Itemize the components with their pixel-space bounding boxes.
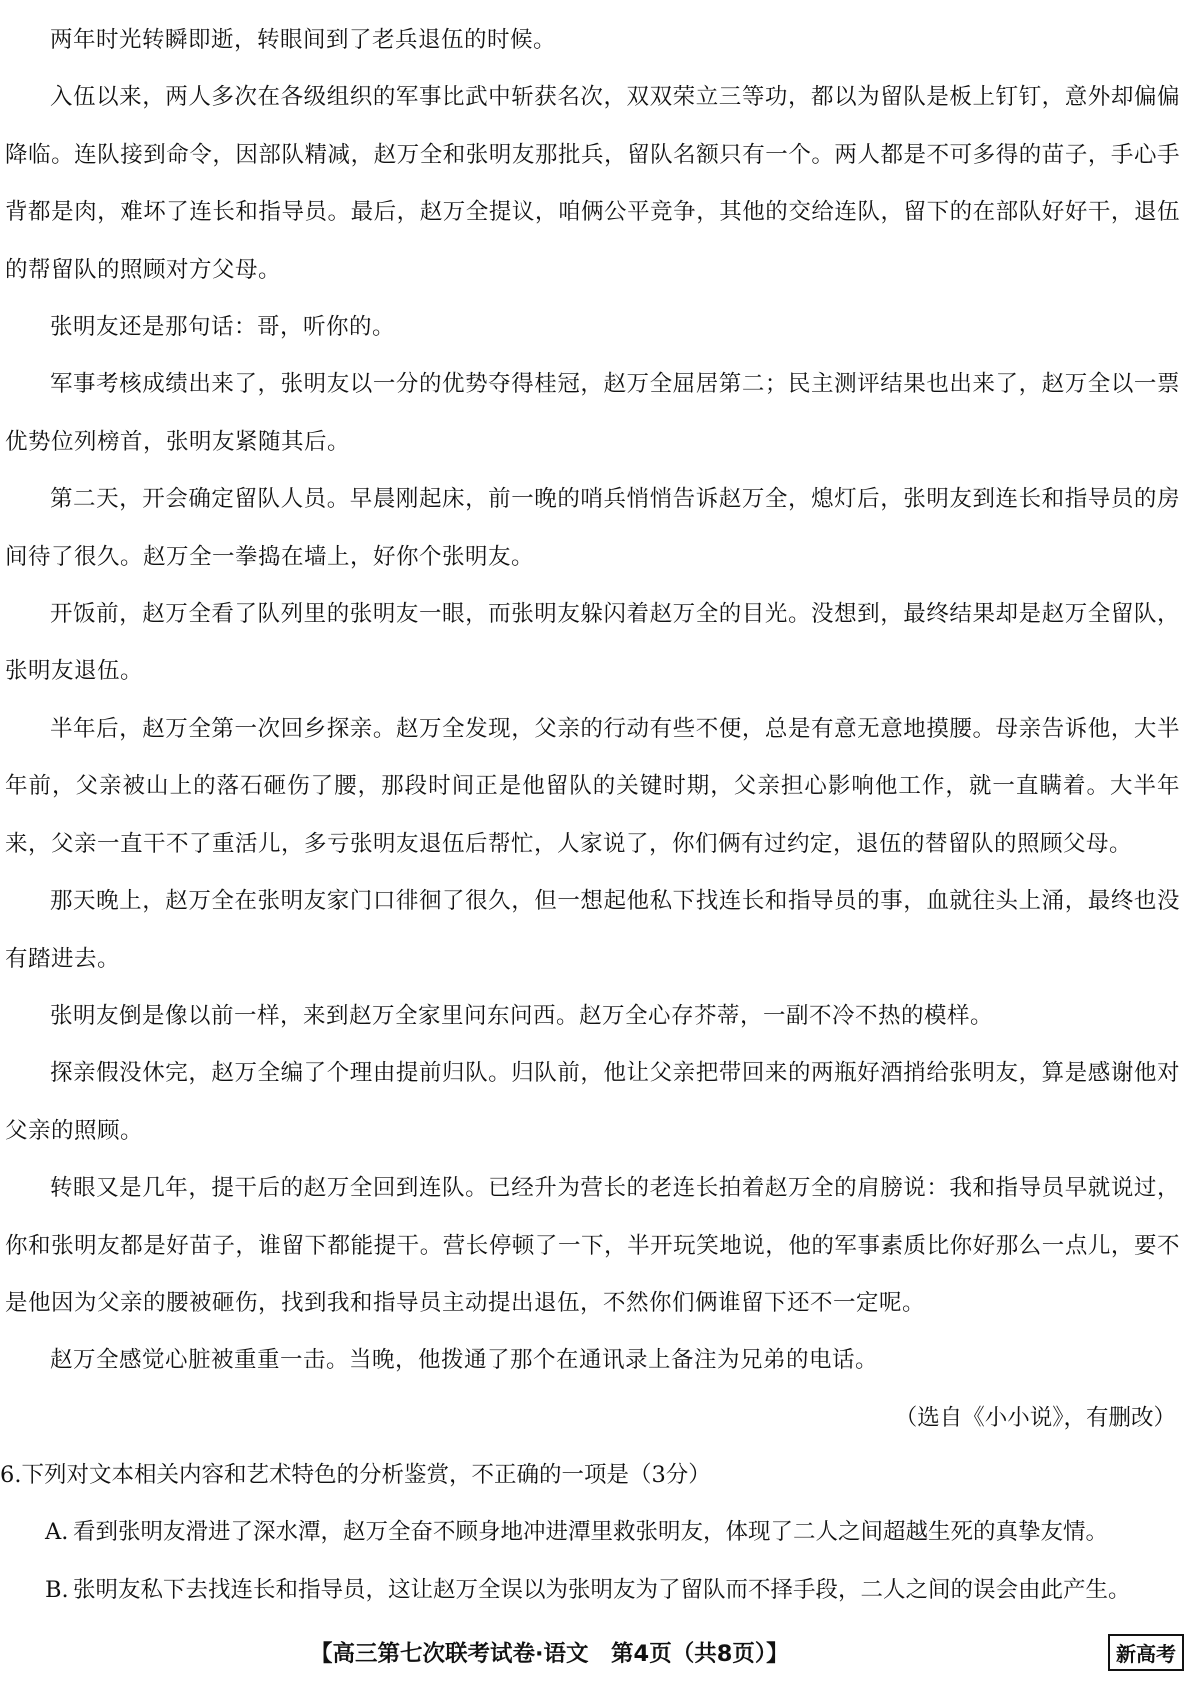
option-a	[0, 1503, 1180, 1561]
source-citation: （选自《小小说》，有删改）	[894, 1404, 1176, 1431]
paragraph: 张明友还是那句话：哥，听你的。	[50, 314, 396, 341]
paragraph: 两年时光转瞬即逝，转眼间到了老兵退伍的时候。	[50, 27, 557, 53]
option-text: 张明友私下去找连长和指导员，这让赵万全误以为张明友为了留队而不择手段，二人之间的误会由此产生。	[73, 1577, 1131, 1604]
option-letter: B.	[45, 1577, 69, 1604]
paragraph: 半年后，赵万全第一次回乡探亲。赵万全发现，父亲的行动有些不便，总是有意无意地摸腰。母亲告诉他，大半年前，父亲被山上的落石砸伤了腰，那段时间正是他留队的关键时期，父亲担心影响他工作，就一直瞒着。大半年来，父亲一直干不了重活儿，多亏张明友退伍后帮忙，人家说了，你们俩有过约定，退伍的替留队的照顾父母。	[5, 715, 1180, 857]
paragraph: 转眼又是几年，提干后的赵万全回到连队。已经升为营长的老连长拍着赵万全的肩膀说：我和指导员早就说过，你和张明友都是好苗子，谁留下都能提干。营长停顿了一下，半开玩笑地说，他的军事素质比你好那么一点儿，要不是他因为父亲的腰被砸伤，找到我和指导员主动提出退伍，不然你们俩谁留下还不一定呢。	[5, 1175, 1180, 1316]
paragraph: 开饭前，赵万全看了队列里的张明友一眼，而张明友躲闪着赵万全的目光。没想到，最终结果却是赵万全留队，张明友退伍。	[5, 601, 1180, 685]
paragraph: 赵万全感觉心脏被重重一击。当晚，他拨通了那个在通讯录上备注为兄弟的电话。	[50, 1347, 879, 1374]
paragraph: 那天晚上，赵万全在张明友家门口徘徊了很久，但一想起他私下找连长和指导员的事，血就往头上涌，最终也没有踏进去。	[5, 888, 1180, 972]
question-6: 6.下列对文本相关内容和艺术特色的分析鉴赏，不正确的一项是（3分）	[0, 1462, 711, 1489]
option-b	[0, 1561, 1180, 1619]
paragraph: 探亲假没休完，赵万全编了个理由提前归队。归队前，他让父亲把带回来的两瓶好酒捎给张明友，算是感谢他对父亲的照顾。	[5, 1060, 1180, 1144]
page-footer	[0, 1626, 1200, 1686]
exam-type-badge: 新高考	[1108, 1634, 1184, 1671]
footer-title: 【高三第七次联考试卷·语文 第4页（共8页）】	[310, 1641, 789, 1667]
option-text: 看到张明友滑进了深水潭，赵万全奋不顾身地冲进潭里救张明友，体现了二人之间超越生死的真挚友情。	[73, 1519, 1109, 1546]
paragraph: 入伍以来，两人多次在各级组织的军事比武中斩获名次，双双荣立三等功，都以为留队是板上钉钉，意外却偏偏降临。连队接到命令，因部队精减，赵万全和张明友那批兵，留队名额只有一个。两人都是不可多得的苗子，手心手背都是肉，难坏了连长和指导员。最后，赵万全提议，咱俩公平竞争，其他的交给连队，留下的在部队好好干，退伍的帮留队的照顾对方父母。	[5, 84, 1180, 283]
paragraph: 第二天，开会确定留队人员。早晨刚起床，前一晚的哨兵悄悄告诉赵万全，熄灯后，张明友到连长和指导员的房间待了很久。赵万全一拳捣在墙上，好你个张明友。	[5, 486, 1180, 570]
option-letter: A.	[45, 1519, 69, 1546]
paragraph: 张明友倒是像以前一样，来到赵万全家里问东问西。赵万全心存芥蒂，一副不冷不热的模样。	[50, 1002, 994, 1029]
paragraph: 军事考核成绩出来了，张明友以一分的优势夺得桂冠，赵万全屈居第二；民主测评结果也出来了，赵万全以一票优势位列榜首，张明友紧随其后。	[5, 371, 1180, 455]
